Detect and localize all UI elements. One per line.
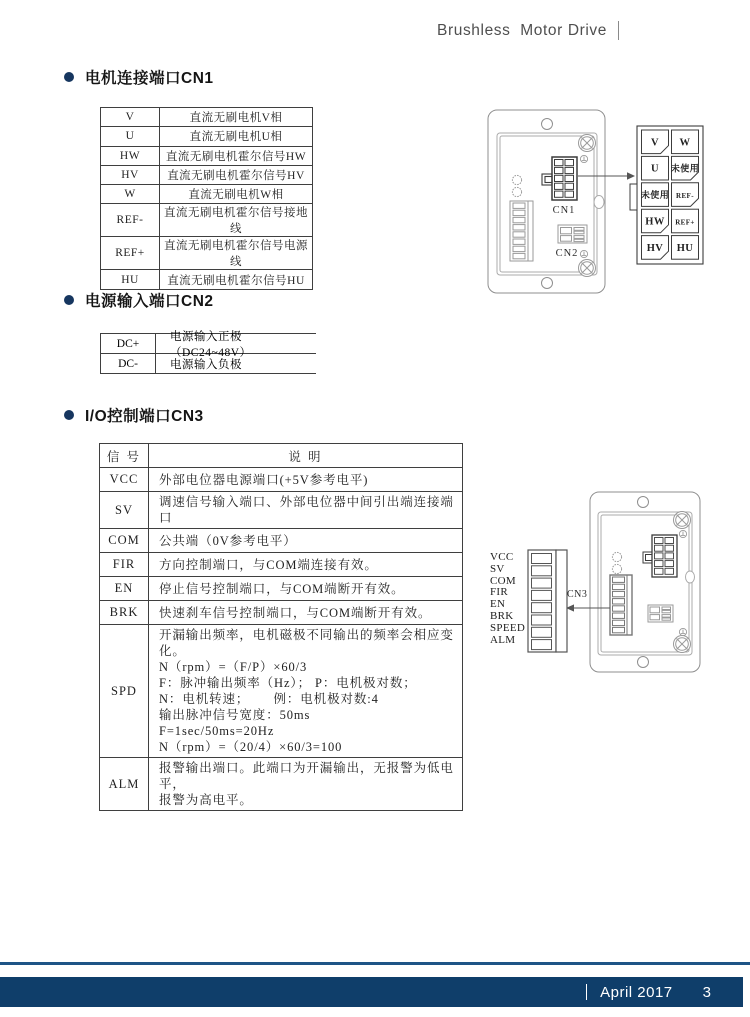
table-row <box>100 577 463 601</box>
pin-description: 直流无刷电机V相 <box>160 108 313 127</box>
pin-name: REF- <box>101 204 160 237</box>
terminal-pin-label: EN <box>490 598 506 611</box>
signal-name: SV <box>100 492 149 529</box>
table-row <box>101 330 316 359</box>
pin-cell-label: HU <box>676 242 694 254</box>
header-title: Brushless Motor Drive <box>437 21 607 39</box>
table-row <box>100 553 463 577</box>
signal-description: 报警输出端口。此端口为开漏输出，无报警为低电平， 报警为高电平。 <box>149 758 463 811</box>
bullet-icon <box>64 410 74 420</box>
terminal-pin-label: BRK <box>490 609 514 622</box>
table-row <box>100 529 463 553</box>
pin-name: HU <box>101 270 160 289</box>
table-row <box>101 204 313 237</box>
column-header-signal: 信 号 <box>100 444 149 468</box>
mount-hole-icon <box>542 278 553 289</box>
section-title: I/O控制端口CN3 <box>85 408 204 425</box>
table-row <box>100 468 463 492</box>
terminal-pin-label: FIR <box>490 586 509 599</box>
footer-date: April 2017 <box>600 983 673 1001</box>
table-row <box>101 108 313 127</box>
pin-name: HV <box>101 165 160 184</box>
terminal-pin-label: SV <box>490 562 505 575</box>
signal-name: EN <box>100 577 149 601</box>
cn1-pin-table <box>100 107 313 290</box>
header-divider <box>618 21 619 40</box>
column-header-description: 说 明 <box>149 444 463 468</box>
terminal-pin-label: SPEED <box>490 621 526 634</box>
pin-cell-label: 未使用 <box>670 163 700 174</box>
pin-name: HW <box>101 146 160 165</box>
cn1-pin-grid <box>630 126 703 264</box>
pin-description: 电源输入负极 <box>170 358 242 371</box>
table-row <box>100 625 463 758</box>
table-row <box>101 146 313 165</box>
section-title: 电机连接端口CN1 <box>85 70 214 87</box>
footer-page-number: 3 <box>702 983 711 1001</box>
signal-name: SPD <box>100 625 149 758</box>
signal-name: VCC <box>100 468 149 492</box>
pin-name: V <box>101 108 160 127</box>
cn3-pin-label-list <box>490 552 525 646</box>
pin-name: REF+ <box>101 237 160 270</box>
pin-cell-label: HW <box>645 216 665 228</box>
mount-hole-icon <box>542 119 553 130</box>
footer-rule <box>0 962 750 965</box>
cn1-connector-label: CN1 <box>552 205 576 216</box>
signal-name: FIR <box>100 553 149 577</box>
section-heading-cn3 <box>64 404 204 426</box>
signal-name: BRK <box>100 601 149 625</box>
table-row <box>100 758 463 811</box>
table-row <box>100 601 463 625</box>
pin-description: 直流无刷电机霍尔信号HU <box>160 270 313 289</box>
cn3-io-table <box>99 443 463 811</box>
pin-description: 直流无刷电机霍尔信号HV <box>160 165 313 184</box>
mount-hole-icon <box>638 497 649 508</box>
signal-description: 公共端（0V参考电平） <box>149 529 463 553</box>
table-row <box>101 237 313 270</box>
pin-cell-label: U <box>651 163 659 175</box>
table-row <box>101 165 313 184</box>
cn2-connector-label: CN2 <box>555 248 579 259</box>
signal-description: 快速刹车信号控制端口，与COM端断开有效。 <box>149 601 463 625</box>
pin-description: 直流无刷电机霍尔信号HW <box>160 146 313 165</box>
pin-cell-label: W <box>679 137 691 149</box>
signal-description: 停止信号控制端口，与COM端断开有效。 <box>149 577 463 601</box>
cn3-terminal-block-enlarged <box>528 550 567 652</box>
pin-name: DC+ <box>101 334 156 353</box>
pin-cell-label: REF+ <box>675 218 695 227</box>
pin-name: W <box>101 185 160 204</box>
cn2-power-table <box>100 330 316 374</box>
signal-name: COM <box>100 529 149 553</box>
section-title: 电源输入端口CN2 <box>85 293 214 310</box>
pin-description: 直流无刷电机霍尔信号接地线 <box>160 204 313 237</box>
table-row <box>101 185 313 204</box>
table-row <box>101 127 313 146</box>
table-row <box>101 270 313 289</box>
footer-divider <box>586 984 587 1000</box>
signal-description: 调速信号输入端口、外部电位器中间引出端连接端口 <box>149 492 463 529</box>
pin-cell-label: REF- <box>676 192 694 201</box>
pin-cell-label: 未使用 <box>640 190 670 201</box>
terminal-pin-label: VCC <box>490 551 514 563</box>
pin-cell-label: HV <box>646 242 664 254</box>
pin-description: 直流无刷电机W相 <box>160 185 313 204</box>
terminal-pin-label: COM <box>490 574 516 587</box>
signal-description: 外部电位器电源端口(+5V参考电平) <box>149 468 463 492</box>
bullet-icon <box>64 295 74 305</box>
section-heading-cn1 <box>64 66 214 88</box>
signal-name: ALM <box>100 758 149 811</box>
pin-description: 直流无刷电机U相 <box>160 127 313 146</box>
signal-description: 方向控制端口，与COM端连接有效。 <box>149 553 463 577</box>
footer-bar <box>0 977 743 1007</box>
bullet-icon <box>64 72 74 82</box>
cn3-connector-label: CN3 <box>567 589 588 600</box>
pin-name: U <box>101 127 160 146</box>
mount-hole-icon <box>638 657 649 668</box>
table-header-row <box>100 444 463 468</box>
table-row <box>100 492 463 529</box>
page-header <box>437 21 619 40</box>
pin-description: 直流无刷电机霍尔信号电源线 <box>160 237 313 270</box>
pin-cell-label: V <box>651 137 659 149</box>
pin-description: 电源输入正极（DC24~48V） <box>170 330 252 359</box>
signal-description: 开漏输出频率，电机磁极不同输出的频率会相应变化。 N（rpm）=（F/P）×60/3 F：脉冲输出频率（Hz）； P：电机极对数； N：电机转速； 例：电机极对数:4 输出脉冲信号宽度：50ms F=1sec/50ms=20Hz N（rpm）=（20/4）×60/3=100 <box>149 625 463 758</box>
drive-front-panel-diagram-cn1 <box>483 105 711 301</box>
terminal-pin-label: ALM <box>490 633 516 646</box>
section-heading-cn2 <box>64 289 214 311</box>
pin-name: DC- <box>101 354 156 373</box>
